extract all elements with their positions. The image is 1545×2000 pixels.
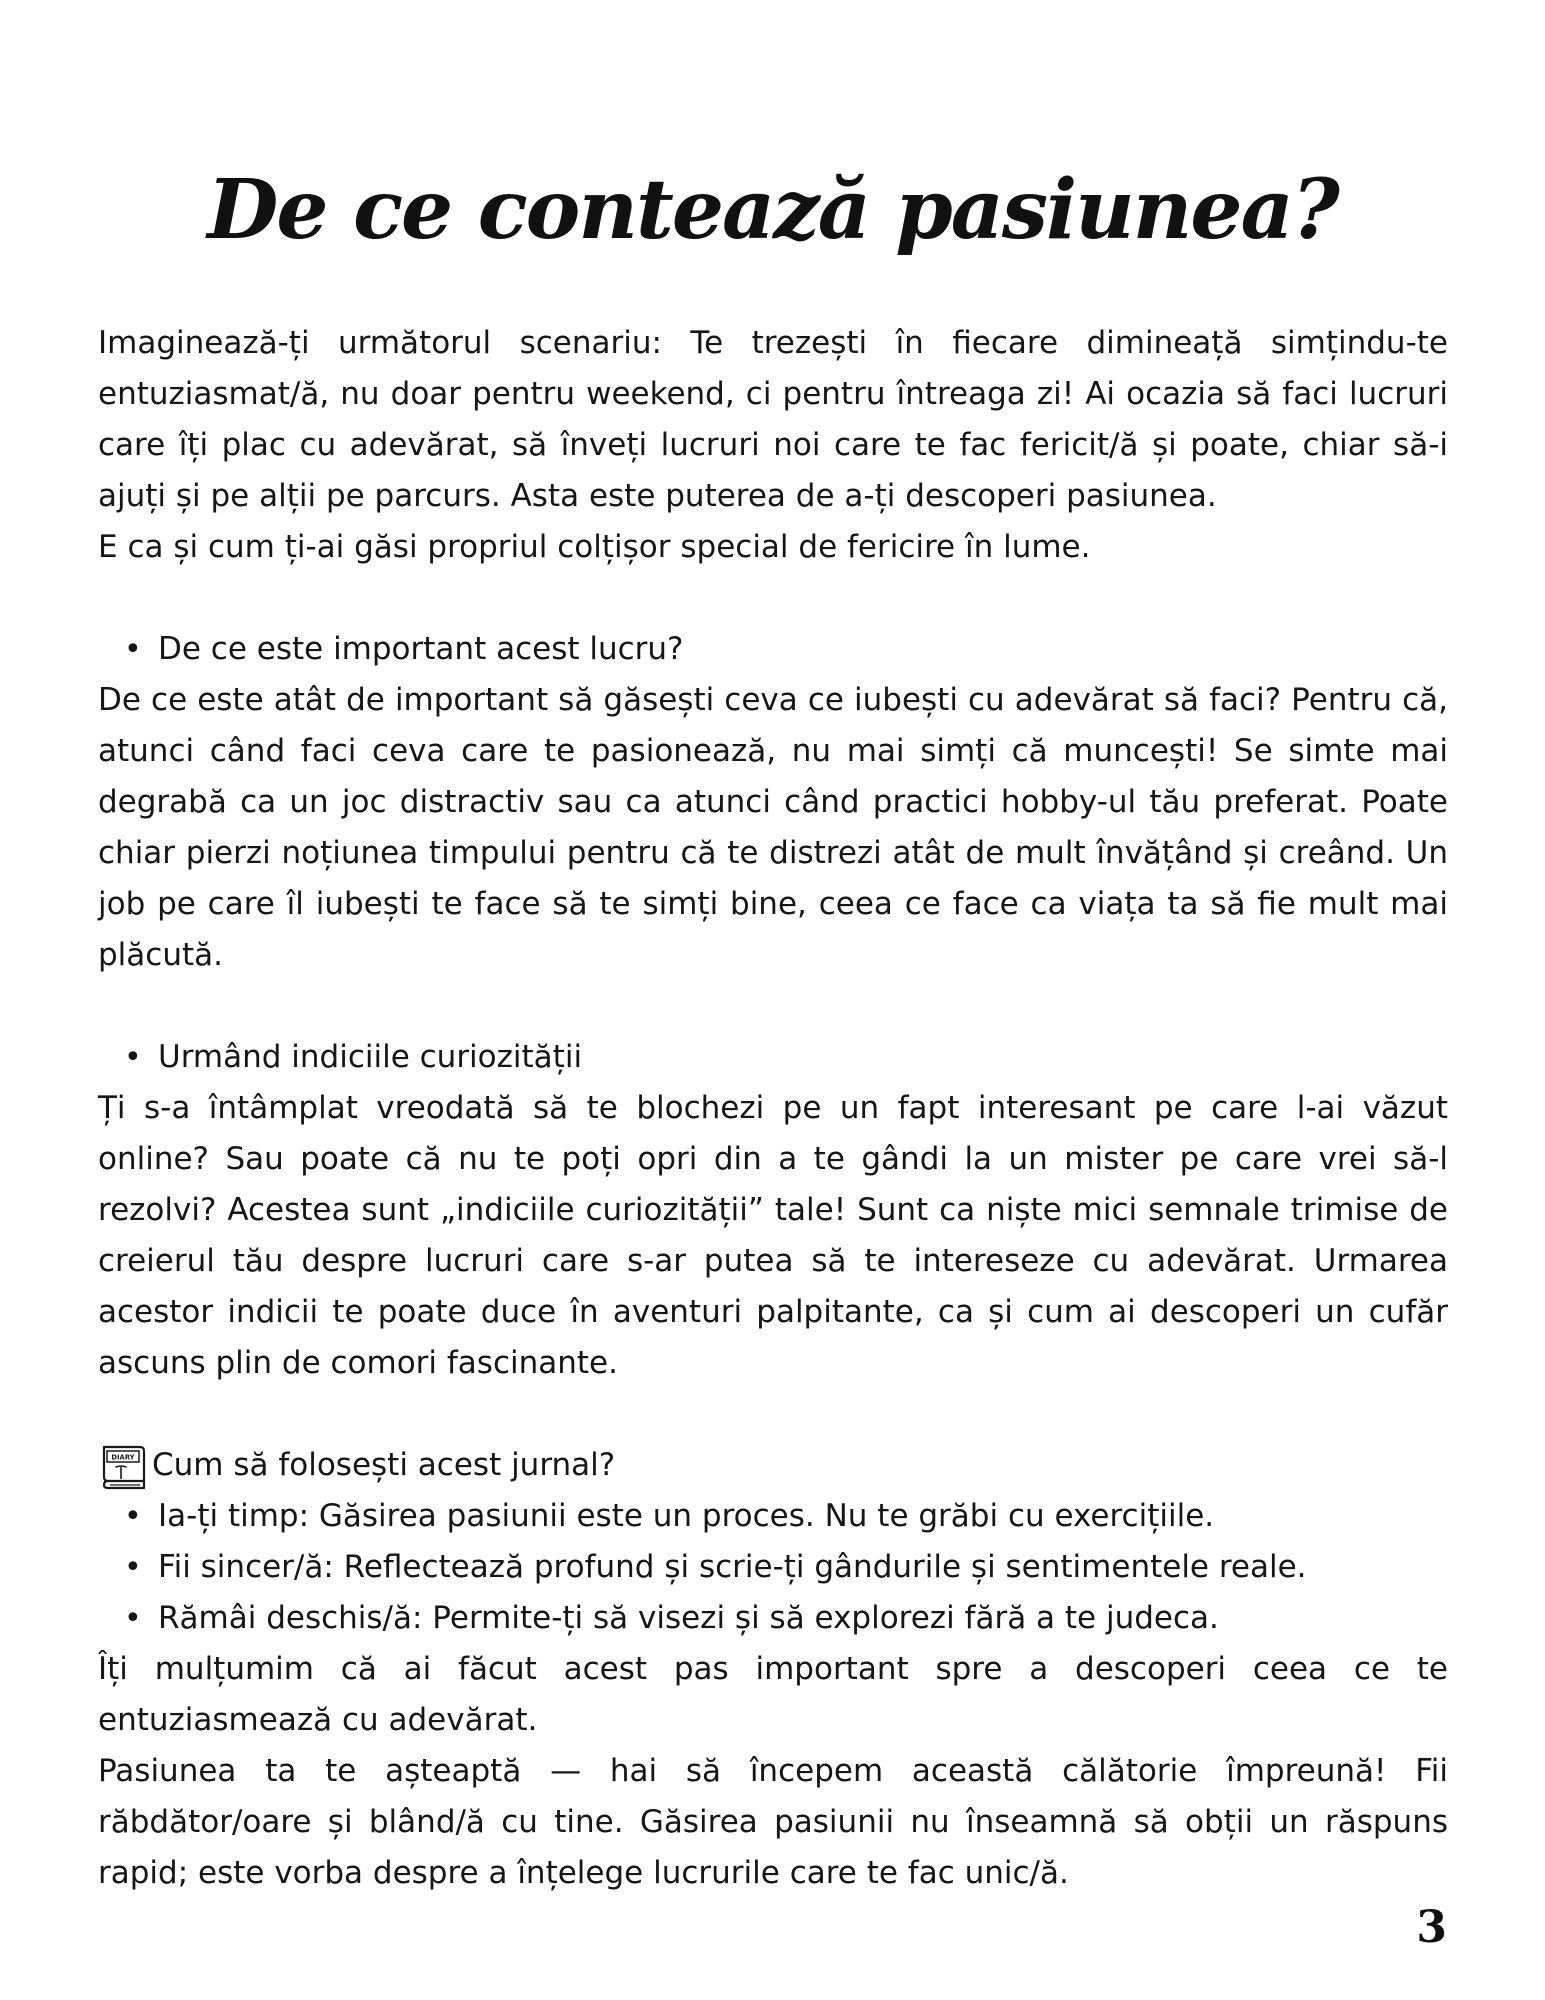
importance-paragraph: De ce este atât de important să găsești ceva ce iubești cu adevărat să faci? Pentru că, atunci când faci ceva care te pasionează, nu mai simți că muncești! Se simte mai degrabă ca un joc distractiv sau ca atunci când practici hobby-ul tău preferat. Poate chiar pierzi noțiunea timpului pentru că te distrezi atât de mult învățând și creând. Un job pe care îl iubești te face să te simți bine, ceea ce face ca viața ta să fie mult mai plăcută. [98,682,1448,973]
journal-heading-row [98,1440,1448,1491]
bullet-dot: • [124,1040,142,1075]
bullet-importance [98,624,1448,675]
bullet-curiosity [98,1032,1448,1083]
journal-tip [98,1542,1448,1593]
journal-tip-text: Fii sincer/ă: Reflectează profund și scrie-ți gândurile și sentimentele reale. [158,1549,1307,1585]
bullet-dot: • [124,1499,142,1534]
bullet-dot: • [124,632,142,667]
bullet-curiosity-label: Urmând indiciile curiozității [158,1039,583,1075]
diary-icon-label: DIARY [111,1453,135,1461]
journal-heading: Cum să folosești acest jurnal? [152,1447,616,1483]
thanks-paragraph: Îți mulțumim că ai făcut acest pas important spre a descoperi ceea ce te entuziasmează cu adevărat. [98,1651,1448,1738]
page-title: De ce contează pasiunea? [207,162,1338,258]
intro-paragraph: Imaginează-ți următorul scenariu: Te trezești în fiecare dimineață simțindu-te entuziasmat/ă, nu doar pentru weekend, ci pentru întreaga zi! Ai ocazia să faci lucruri care îți plac cu adevărat, să înveți lucruri noi care te fac fericit/ă și poate, chiar să-i ajuți și pe alții pe parcurs. Asta este puterea de a-ți descoperi pasiunea. [98,325,1448,514]
bullet-dot: • [124,1550,142,1585]
page-body [98,318,1448,1899]
journal-tip-text: Ia-ți timp: Găsirea pasiunii este un proces. Nu te grăbi cu exercițiile. [158,1498,1215,1534]
journal-tip [98,1491,1448,1542]
journal-tip [98,1593,1448,1644]
closing-paragraph: Pasiunea ta te așteaptă — hai să începem această călătorie împreună! Fii răbdător/oare și blând/ă cu tine. Găsirea pasiunii nu înseamnă să obții un răspuns rapid; este vorba despre a înțelege lucrurile care te fac unic/ă. [98,1753,1448,1891]
bullet-dot: • [124,1601,142,1636]
diary-icon [98,1441,150,1491]
curiosity-paragraph: Ți s-a întâmplat vreodată să te blochezi pe un fapt interesant pe care l-ai văzut online? Sau poate că nu te poți opri din a te gândi la un mister pe care vrei să-l rezolvi? Acestea sunt „indiciile curiozității” tale! Sunt ca niște mici semnale trimise de creierul tău despre lucruri care s-ar putea să te intereseze cu adevărat. Urmarea acestor indicii te poate duce în aventuri palpitante, ca și cum ai descoperi un cufăr ascuns plin de comori fascinante. [98,1090,1448,1381]
intro-closing-line: E ca și cum ți-ai găsi propriul colțișor special de fericire în lume. [98,529,1091,565]
journal-tip-text: Rămâi deschis/ă: Permite-ți să visezi și să explorezi fără a te judeca. [158,1600,1219,1636]
page-number: 3 [1416,1902,1447,1953]
bullet-importance-label: De ce este important acest lucru? [158,631,684,667]
